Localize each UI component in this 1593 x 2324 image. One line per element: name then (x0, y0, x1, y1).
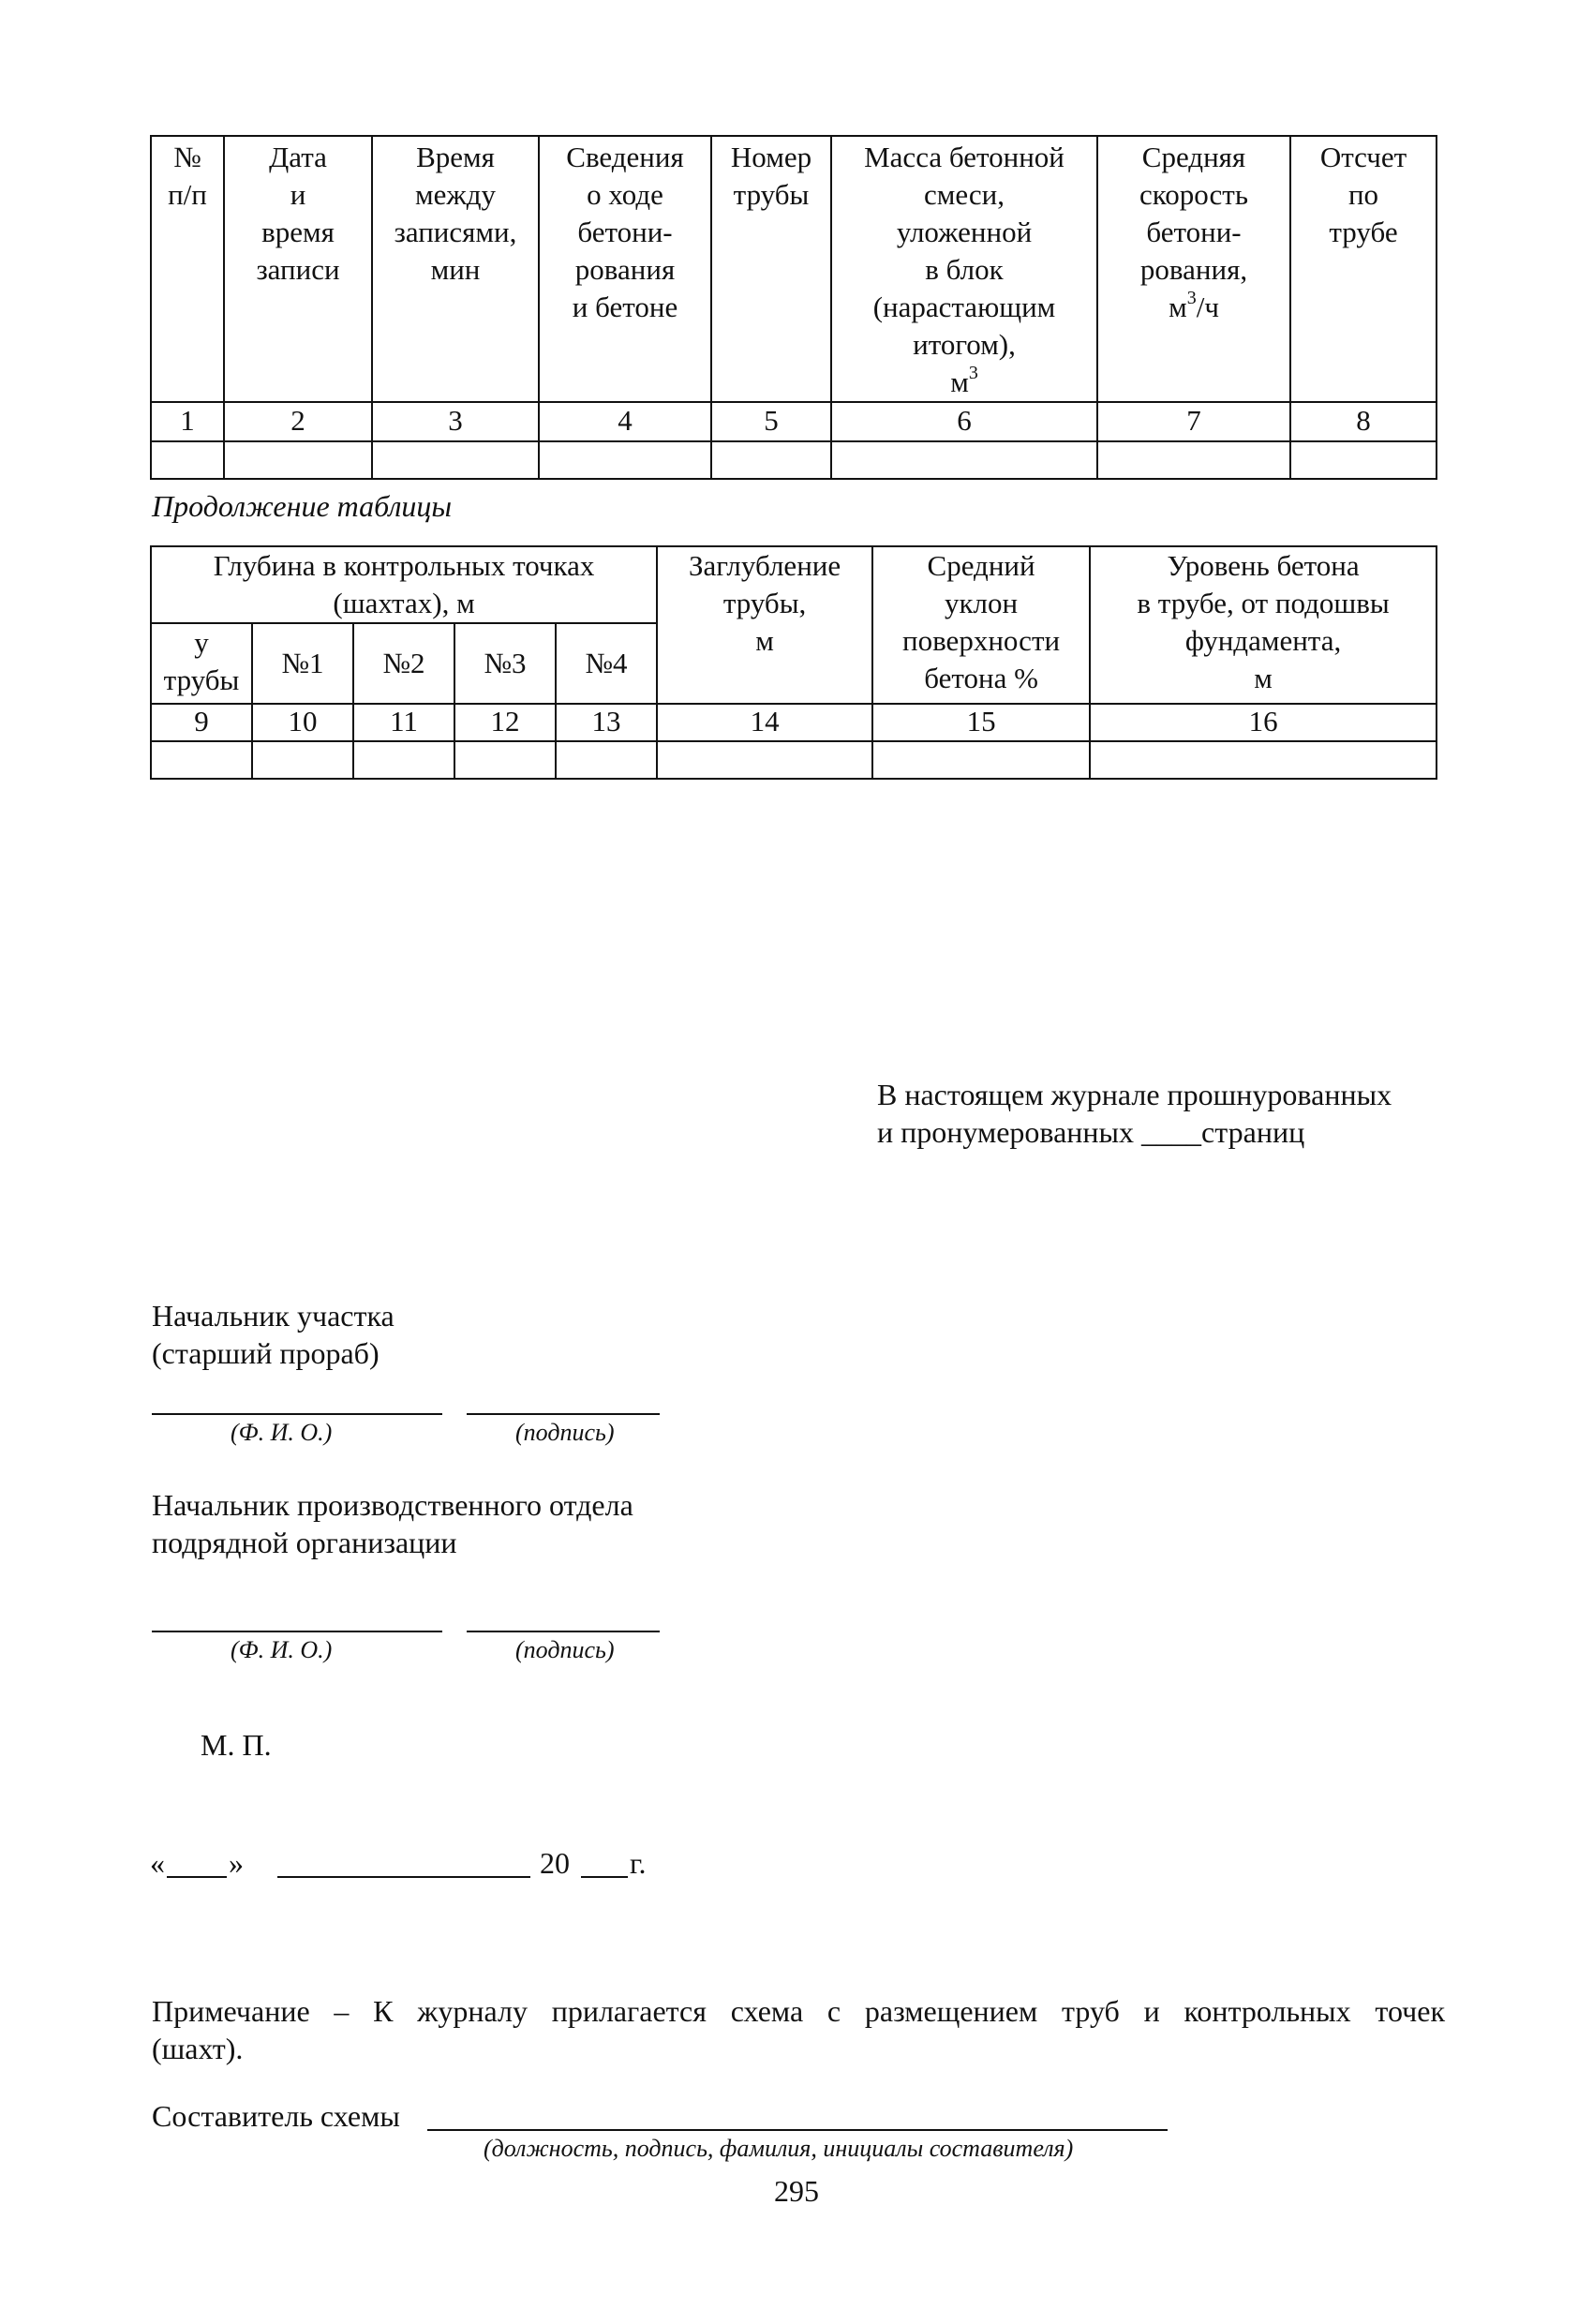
column-number: 1 (151, 402, 224, 441)
column-number: 13 (556, 704, 657, 741)
table-cell (353, 741, 454, 779)
table-cell (872, 741, 1090, 779)
continuation-caption: Продолжение таблицы (152, 489, 453, 523)
table-cell (1090, 741, 1437, 779)
table-cell (831, 441, 1097, 479)
column-number: 11 (353, 704, 454, 741)
column-number-row (151, 704, 1437, 741)
table-cell (1290, 441, 1437, 479)
header-pipe-deepening: Заглубление трубы, м (657, 546, 872, 704)
signer-site-chief: Начальник участка (старший прораб) (152, 1299, 395, 1370)
year-prefix: 20 (540, 1846, 570, 1880)
fio-line (152, 1413, 442, 1415)
column-number: 2 (224, 402, 372, 441)
header-point-3: №3 (454, 623, 556, 704)
note-line-1: Примечание – К журналу прилагается схема с размещением труб и контрольных точек (152, 1994, 1445, 2028)
header-interval: Время между записями, мин (372, 136, 539, 402)
table-cell (224, 441, 372, 479)
signature-caption: (подпись) (515, 1636, 615, 1663)
header-concrete-level: Уровень бетона в трубе, от подошвы фундамента, м (1090, 546, 1437, 704)
header-concreting-info: Сведения о ходе бетони- рования и бетоне (539, 136, 711, 402)
signature-line (467, 1631, 660, 1632)
header-pipe-reading: Отсчет по трубе (1290, 136, 1437, 402)
table-cell (151, 741, 252, 779)
table-cell (372, 441, 539, 479)
note-line-2: (шахт). (152, 2032, 244, 2065)
header-avg-speed: Средняя скорость бетони- рования, $м^3/ч$ (1097, 136, 1290, 402)
column-number: 10 (252, 704, 353, 741)
day-line (167, 1876, 227, 1878)
header-point-2: №2 (353, 623, 454, 704)
scheme-author-label: Составитель схемы (152, 2099, 400, 2133)
signer-production-chief: Начальник производственного отдела подрядной организации (152, 1488, 633, 1559)
stamp-place: М. П. (201, 1728, 272, 1762)
column-number: 14 (657, 704, 872, 741)
year-line (581, 1876, 628, 1878)
table-header-row (151, 546, 1437, 623)
header-point-4: №4 (556, 623, 657, 704)
year-suffix: г. (630, 1846, 647, 1880)
journal-page-count-note: В настоящем журнале прошнурованных и пронумерованных ____страниц (877, 1078, 1392, 1149)
fio-caption: (Ф. И. О.) (231, 1636, 333, 1663)
column-number: 16 (1090, 704, 1437, 741)
header-number: № п/п (151, 136, 224, 402)
header-at-pipe: у трубы (151, 623, 252, 704)
column-number: 9 (151, 704, 252, 741)
signature-caption: (подпись) (515, 1419, 615, 1446)
table-cell (657, 741, 872, 779)
fio-caption: (Ф. И. О.) (231, 1419, 333, 1446)
column-number: 8 (1290, 402, 1437, 441)
header-date-time: Дата и время записи (224, 136, 372, 402)
table-row (151, 441, 1437, 479)
signature-line (467, 1413, 660, 1415)
month-line (277, 1876, 530, 1878)
column-number: 15 (872, 704, 1090, 741)
journal-table (150, 135, 1437, 480)
continuation-table (150, 545, 1437, 780)
column-number: 5 (711, 402, 831, 441)
scheme-author-caption: (должность, подпись, фамилия, инициалы составителя) (484, 2135, 1074, 2162)
table-cell (1097, 441, 1290, 479)
header-concrete-mass: Масса бетонной смеси, уложенной в блок (нарастающим итогом), $м^3$ (831, 136, 1097, 402)
column-number: 12 (454, 704, 556, 741)
table-cell (539, 441, 711, 479)
table-cell (252, 741, 353, 779)
scheme-author-line (427, 2129, 1168, 2131)
page-number: 295 (774, 2174, 819, 2208)
header-depth-group: Глубина в контрольных точках (шахтах), м (151, 546, 657, 623)
column-number: 4 (539, 402, 711, 441)
table-row (151, 741, 1437, 779)
date-close-quote: » (229, 1846, 244, 1880)
table-cell (556, 741, 657, 779)
table-header-row (151, 136, 1437, 402)
column-number: 3 (372, 402, 539, 441)
fio-line (152, 1631, 442, 1632)
header-point-1: №1 (252, 623, 353, 704)
header-pipe-number: Номер трубы (711, 136, 831, 402)
date-open-quote: « (150, 1846, 165, 1880)
table-cell (454, 741, 556, 779)
column-number: 7 (1097, 402, 1290, 441)
header-avg-slope: Средний уклон поверхности бетона % (872, 546, 1090, 704)
table-cell (151, 441, 224, 479)
column-number-row (151, 402, 1437, 441)
column-number: 6 (831, 402, 1097, 441)
table-cell (711, 441, 831, 479)
